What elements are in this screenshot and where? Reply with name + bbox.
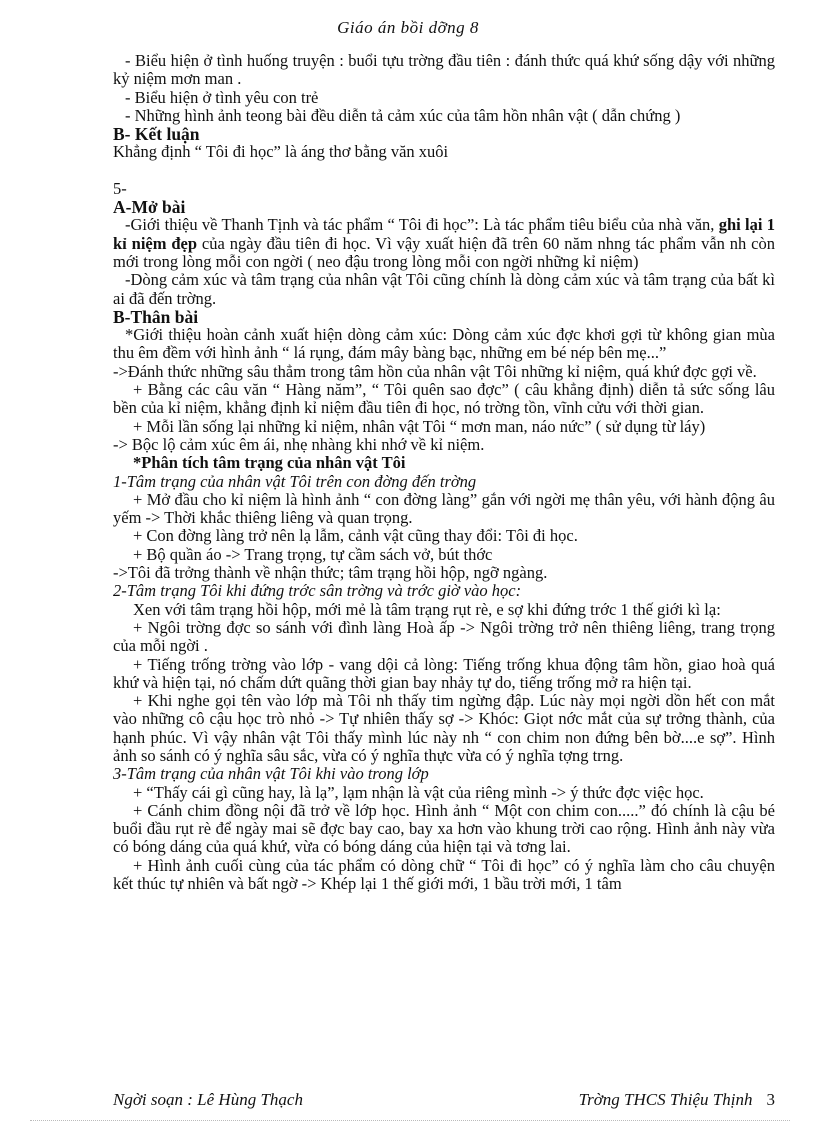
paragraph: - Những hình ảnh teong bài đều diễn tả cảm xúc của tâm hồn nhân vật ( dẫn chứng ) <box>125 105 681 125</box>
paragraph: + Khi nghe gọi tên vào lớp mà Tôi nh thấy tim ngừng đập. Lúc này mọi ngời dồn hết con mắt vào những cô cậu học trò nhỏ -> Tự nhiên thấy sợ -> Khóc: Giọt nớc mắt của sự trởng thành, của hạnh phúc. Vì vậy nhân vật Tôi thấy mình lúc này nh “ con chim non đứng bên bờ....e sợ”. Hình ảnh so sánh có ý nghĩa sâu sắc, vừa có ý nghĩa thực vừa có ý nghĩa tợng trng. <box>113 691 775 765</box>
paragraph: + Cánh chim đồng nội đã trở về lớp học. Hình ảnh “ Một con chim con.....” đó chính là cậu bé buổi đầu rụt rè để ngày mai sẽ đợc bay cao, bay xa hơn vào khung trời cao rộng. Hình ảnh này vừa có bóng dáng của quá khứ, vừa có bóng dáng của hiện tại và tơng lai. <box>113 800 775 857</box>
subsection-heading: 3-Tâm trạng của nhân vật Tôi khi vào trong lớp <box>113 764 429 784</box>
paragraph: Khẳng định “ Tôi đi học” là áng thơ bằng văn xuôi <box>113 142 449 162</box>
section-heading: A-Mở bài <box>113 197 186 218</box>
paragraph: + Mở đầu cho kỉ niệm là hình ảnh “ con đờng làng” gắn với ngời mẹ thân yêu, với hành động âu yếm -> Thời khắc thiêng liêng và quan trọng. <box>113 489 775 528</box>
subsection-heading: 1-Tâm trạng của nhân vật Tôi trên con đờng đến trờng <box>113 471 477 491</box>
subsection-heading: 2-Tâm trạng Tôi khi đứng trớc sân trờng và trớc giờ vào học: <box>113 581 522 601</box>
paragraph: + “Thấy cái gì cũng hay, là lạ”, lạm nhận là vật của riêng mình -> ý thức đợc việc học. <box>133 782 704 802</box>
paragraph: + Con đờng làng trở nên lạ lẫm, cảnh vật cũng thay đổi: Tôi đi học. <box>133 526 578 546</box>
document-body <box>113 52 775 893</box>
spacer <box>113 162 775 180</box>
paragraph: ->Tôi đã trởng thành về nhận thức; tâm trạng hồi hộp, ngỡ ngàng. <box>113 563 548 583</box>
paragraph: + Hình ảnh cuối cùng của tác phẩm có dòng chữ “ Tôi đi học” có ý nghĩa làm cho câu chuyện kết thúc tự nhiên và bất ngờ -> Khép lại 1 thế giới mới, 1 bầu trời mới, 1 tâm <box>113 855 775 894</box>
paragraph: *Giới thiệu hoàn cảnh xuất hiện dòng cảm xúc: Dòng cảm xúc đợc khơi gợi từ không gian mùa thu êm đềm với hình ảnh “ lá rụng, đám mây bàng bạc, những em bé nép bên mẹ...” <box>113 325 775 363</box>
page-number: 3 <box>766 1090 775 1109</box>
footer-author: Ngời soạn : Lê Hùng Thạch <box>113 1090 303 1109</box>
footer-school-group <box>579 1090 775 1110</box>
paragraph: + Bộ quần áo -> Trang trọng, tự cầm sách vở, bút thớc <box>133 544 493 564</box>
footer-school: Trờng THCS Thiệu Thịnh <box>578 1090 753 1109</box>
paragraph: Xen với tâm trạng hồi hộp, mới mẻ là tâm trạng rụt rè, e sợ khi đứng trớc 1 thế giới kì lạ: <box>133 599 721 619</box>
section-heading: B-Thân bài <box>113 306 199 327</box>
section-heading: B- Kết luận <box>113 124 200 145</box>
paragraph: *Phân tích tâm trạng của nhân vật Tôi <box>133 453 406 473</box>
paragraph: ->Đánh thức những sâu thẳm trong tâm hồn của nhân vật Tôi những kỉ niệm, quá khứ đợc gợi về. <box>113 361 757 381</box>
footer-divider <box>30 1120 790 1122</box>
paragraph: + Ngôi trờng đợc so sánh với đình làng Hoà ấp -> Ngôi trờng trở nên thiêng liêng, trang trọng của mỗi ngời . <box>113 617 775 656</box>
paragraph: + Tiếng trống trờng vào lớp - vang dội cả lòng: Tiếng trống khua động tâm hồn, giao hoà quá khứ và hiện tại, nó chấm dứt quãng thời gian bay nhảy tự do, tiếng trống mở ra hiện tại. <box>113 654 775 692</box>
paragraph: - Biểu hiện ở tình huống truyện : buổi tựu trờng đầu tiên : đánh thức quá khứ sống dậy với những kỷ niệm mơn man . <box>113 51 775 89</box>
paragraph: + Bằng các câu văn “ Hàng năm”, “ Tôi quên sao đợc” ( câu khẳng định) diễn tả sức sống lâu bền của kỉ niệm, khẳng định kỉ niệm đầu tiên đi học, nó trờng tồn, vĩnh cửu với thời gian. <box>113 380 775 418</box>
page-header: Giáo án bồi dỡng 8 <box>337 18 479 37</box>
paragraph: -Dòng cảm xúc và tâm trạng của nhân vật Tôi cũng chính là dòng cảm xúc và tâm trạng của bất kì ai đã đến trờng. <box>113 270 775 308</box>
paragraph: 5- <box>113 178 127 198</box>
paragraph: + Mỗi lần sống lại những kỉ niệm, nhân vật Tôi “ mơn man, náo nức” ( sử dụng từ láy) <box>133 416 706 436</box>
paragraph: -Giới thiệu về Thanh Tịnh và tác phẩm “ Tôi đi học”: Là tác phẩm tiêu biểu của nhà văn, ghi lại 1 kỉ niệm đẹp của ngày đầu tiên đi học. Vì vậy xuất hiện đã trên 60 năm nhng tác phẩm vẫn nh còn mới trong lòng mỗi con ngời ( neo đậu trong lòng mỗi con ngời những kỉ niệm) <box>113 215 775 271</box>
paragraph: - Biểu hiện ở tình yêu con trẻ <box>125 87 319 107</box>
paragraph: -> Bộc lộ cảm xúc êm ái, nhẹ nhàng khi nhớ về kỉ niệm. <box>113 434 485 454</box>
